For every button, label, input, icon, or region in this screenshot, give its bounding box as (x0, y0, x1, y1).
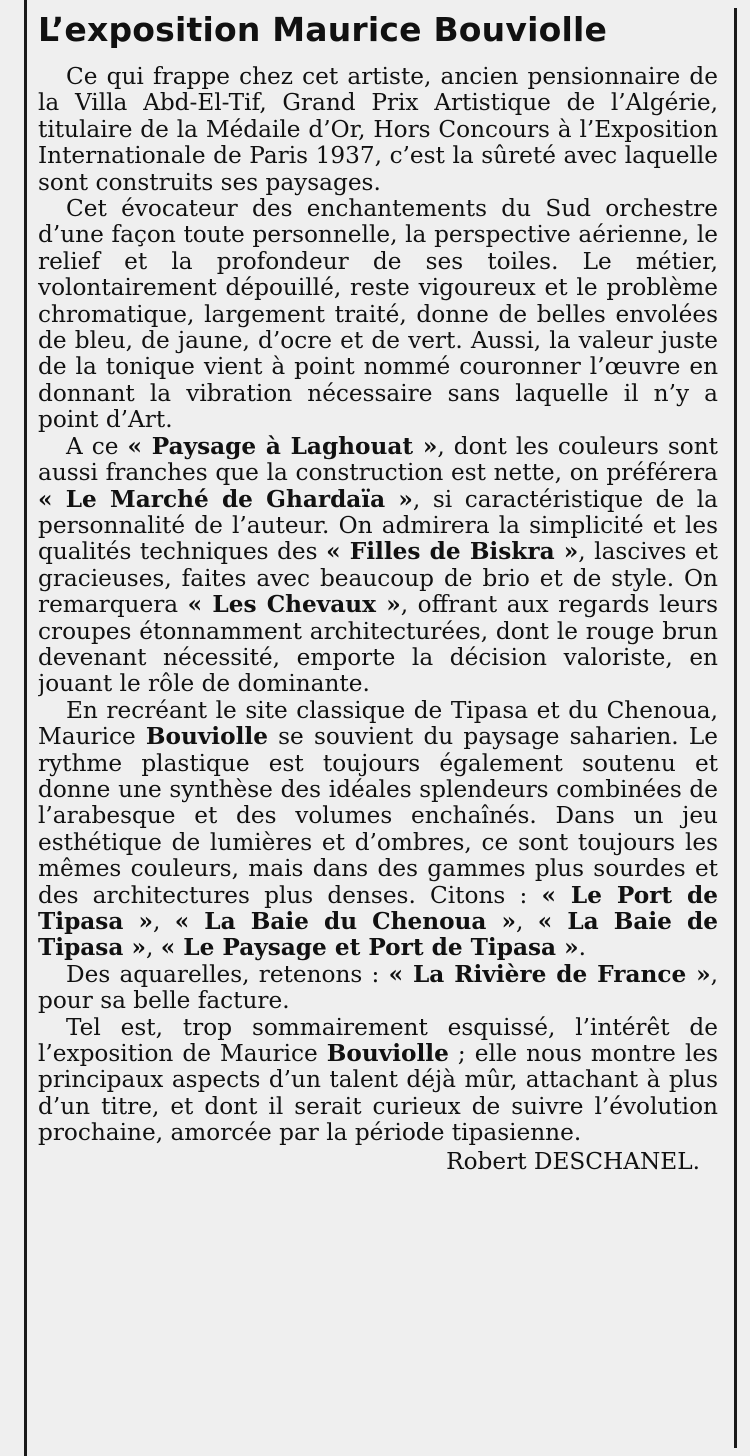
article-paragraph (38, 434, 718, 698)
emphasized-text: « Le Paysage et Port de Tipasa » (160, 934, 579, 962)
paragraph-text: En recréant le site classique de Tipasa et du Chenoua, Maurice (38, 696, 718, 751)
paragraph-text: ; elle nous montre les principaux aspects d’un talent déjà mûr, attachant à plus d’un titre, et dont il serait curieux de suivre l’évolution prochaine, amorcée par la période tipasienne. (38, 1040, 718, 1147)
emphasized-text: Bouviolle (145, 723, 268, 751)
paragraph-text: , si caractéristique de la personnalité de l’auteur. On admirera la simplicité et les qualités techniques des (38, 485, 718, 566)
emphasized-text: Bouviolle (326, 1040, 449, 1068)
emphasized-text: « La Rivière de France » (388, 960, 711, 988)
paragraph-text: se souvient du paysage saharien. Le rythme plastique est toujours également soutenu et donne une synthèse des idéales splendeurs combinées de l’arabesque et des volumes enchaînés. Dans un jeu esthétique de lumières et d’ombres, ce sont toujours les mêmes couleurs, mais dans des gammes plus sourdes et des architectures plus denses. Citons : (38, 723, 718, 909)
paragraph-text: , pour sa belle facture. (38, 960, 718, 1015)
emphasized-text: « Filles de Biskra » (326, 538, 579, 566)
article-body (38, 64, 718, 1147)
paragraph-text: Des aquarelles, retenons : (66, 960, 389, 988)
paragraph-text: Ce qui frappe chez cet artiste, ancien pensionnaire de la Villa Abd-El-Tif, Grand Prix Artistique de l’Algérie, titulaire de la Médaile d’Or, Hors Concours à l’Exposition Internationale de Paris 1937, c’est la sûreté avec laquelle sont construits ses paysages. (38, 63, 718, 196)
column-rule-right (734, 8, 737, 1448)
emphasized-text: « Le Marché de Ghardaïa » (38, 485, 413, 513)
paragraph-text: , (516, 908, 538, 935)
article-paragraph (38, 962, 718, 1015)
paragraph-text: . (578, 934, 586, 962)
paragraph-text: A ce (66, 432, 128, 460)
emphasized-text: « Paysage à Laghouat » (127, 432, 438, 460)
emphasized-text: « La Baie du Chenoua » (174, 908, 516, 935)
paragraph-text: , (152, 908, 175, 935)
article-paragraph (38, 196, 718, 434)
paragraph-text: , lascives et gracieuses, faites avec beaucoup de brio et de style. On remarquera (38, 538, 718, 619)
article-headline: L’exposition Maurice Bouviolle (38, 10, 608, 49)
emphasized-text: « Les Chevaux » (187, 591, 401, 619)
emphasized-text: « La Baie de Tipasa » (38, 908, 718, 962)
paragraph-text: Cet évocateur des enchantements du Sud orchestre d’une façon toute personnelle, la perspective aérienne, le relief et la profondeur de ses toiles. Le métier, volontairement dépouillé, reste vigoureux et le problème chromatique, largement traité, donne de belles envolées de bleu, de jaune, d’ocre et de vert. Aussi, la valeur juste de la tonique vient à point nommé couronner l’œuvre en donnant la vibration nécessaire sans laquelle il n’y a point d’Art. (38, 195, 718, 434)
emphasized-text: « Le Port de Tipasa » (38, 881, 718, 935)
article-column (38, 8, 718, 1448)
paragraph-text: Tel est, trop sommairement esquissé, l’intérêt de l’exposition de Maurice (38, 1013, 718, 1068)
article-signature: Robert DESCHANEL. (446, 1147, 700, 1175)
column-rule-left (24, 0, 27, 1456)
paragraph-text: , (145, 934, 161, 962)
article-paragraph (38, 64, 718, 196)
paragraph-text: , offrant aux regards leurs croupes étonnamment architecturées, dont le rouge brun devenant nécessité, emporte la décision valoriste, en jouant le rôle de dominante. (38, 591, 718, 698)
article-paragraph (38, 698, 718, 962)
paragraph-text: , dont les couleurs sont aussi franches que la construction est nette, on préférera (38, 432, 718, 487)
article-paragraph (38, 1015, 718, 1147)
